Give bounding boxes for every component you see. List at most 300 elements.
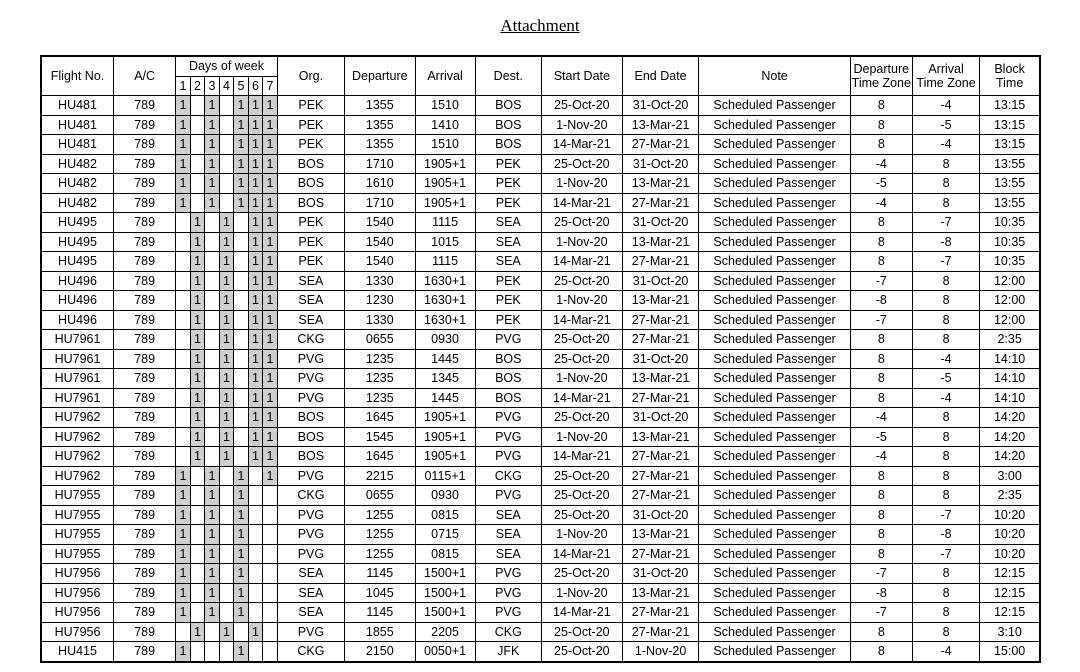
cell-day-4: [219, 135, 234, 155]
cell-day-2: [190, 135, 205, 155]
cell-day-5: 1: [234, 583, 249, 603]
cell-day-5: 1: [234, 564, 249, 584]
cell-block-time: 3:10: [980, 622, 1040, 642]
cell-end-date: 13-Mar-21: [622, 427, 699, 447]
cell-flight-no: HU7961: [41, 388, 114, 408]
cell-departure: 1235: [345, 388, 415, 408]
cell-destination: PVG: [475, 486, 541, 506]
cell-start-date: 25-Oct-20: [541, 96, 622, 116]
header-block-time: [980, 56, 1040, 96]
cell-day-7: 1: [263, 271, 278, 291]
cell-destination: BOS: [475, 349, 541, 369]
header-day-2: 2: [190, 76, 205, 96]
cell-arrival-time-zone: 8: [912, 174, 979, 194]
table-row: [41, 213, 1040, 233]
cell-destination: PEK: [475, 291, 541, 311]
cell-start-date: 14-Mar-21: [541, 447, 622, 467]
cell-day-1: [176, 388, 191, 408]
cell-day-6: [248, 486, 263, 506]
cell-aircraft: 789: [114, 291, 176, 311]
cell-departure-time-zone: -8: [850, 291, 912, 311]
cell-end-date: 27-Mar-21: [622, 447, 699, 467]
cell-day-3: [205, 642, 220, 662]
cell-origin: PVG: [277, 622, 344, 642]
cell-day-2: 1: [190, 291, 205, 311]
cell-aircraft: 789: [114, 622, 176, 642]
cell-origin: PVG: [277, 466, 344, 486]
header-ac: A/C: [114, 56, 176, 96]
cell-destination: CKG: [475, 622, 541, 642]
cell-day-4: 1: [219, 408, 234, 428]
cell-block-time: 15:00: [980, 642, 1040, 662]
cell-block-time: 14:10: [980, 349, 1040, 369]
table-row: [41, 642, 1040, 662]
cell-day-4: [219, 583, 234, 603]
cell-arrival-time-zone: 8: [912, 310, 979, 330]
cell-start-date: 25-Oct-20: [541, 213, 622, 233]
cell-day-1: [176, 252, 191, 272]
cell-day-5: 1: [234, 154, 249, 174]
cell-arrival: 1115: [415, 252, 475, 272]
cell-block-time: 12:15: [980, 583, 1040, 603]
cell-day-3: 1: [205, 115, 220, 135]
cell-note: Scheduled Passenger: [699, 115, 850, 135]
cell-block-time: 13:15: [980, 96, 1040, 116]
header-dep-tz-line2: Time Zone: [851, 76, 911, 90]
cell-day-3: [205, 252, 220, 272]
cell-day-7: 1: [263, 193, 278, 213]
cell-destination: PVG: [475, 447, 541, 467]
cell-destination: SEA: [475, 525, 541, 545]
cell-day-6: 1: [248, 310, 263, 330]
cell-end-date: 1-Nov-20: [622, 642, 699, 662]
cell-arrival-time-zone: 8: [912, 466, 979, 486]
cell-start-date: 14-Mar-21: [541, 544, 622, 564]
table-row: [41, 330, 1040, 350]
cell-day-6: 1: [248, 252, 263, 272]
cell-destination: PVG: [475, 330, 541, 350]
cell-day-3: 1: [205, 96, 220, 116]
cell-day-2: [190, 603, 205, 623]
cell-arrival: 1905+1: [415, 447, 475, 467]
cell-block-time: 10:35: [980, 252, 1040, 272]
cell-block-time: 2:35: [980, 486, 1040, 506]
cell-origin: BOS: [277, 174, 344, 194]
header-day-5: 5: [234, 76, 249, 96]
cell-aircraft: 789: [114, 369, 176, 389]
table-row: [41, 193, 1040, 213]
cell-day-6: 1: [248, 388, 263, 408]
cell-day-1: 1: [176, 544, 191, 564]
cell-end-date: 27-Mar-21: [622, 603, 699, 623]
cell-day-2: [190, 193, 205, 213]
cell-origin: PEK: [277, 213, 344, 233]
cell-day-2: 1: [190, 388, 205, 408]
cell-day-4: 1: [219, 252, 234, 272]
cell-end-date: 13-Mar-21: [622, 174, 699, 194]
cell-day-1: 1: [176, 583, 191, 603]
cell-arrival: 0050+1: [415, 642, 475, 662]
cell-departure: 1645: [345, 447, 415, 467]
cell-start-date: 1-Nov-20: [541, 369, 622, 389]
cell-departure-time-zone: 8: [850, 544, 912, 564]
cell-block-time: 14:20: [980, 447, 1040, 467]
cell-day-7: [263, 486, 278, 506]
cell-arrival-time-zone: 8: [912, 427, 979, 447]
cell-day-5: [234, 271, 249, 291]
cell-origin: PVG: [277, 505, 344, 525]
cell-destination: SEA: [475, 213, 541, 233]
cell-arrival-time-zone: -5: [912, 115, 979, 135]
cell-block-time: 12:00: [980, 310, 1040, 330]
cell-departure-time-zone: 8: [850, 525, 912, 545]
cell-departure: 1355: [345, 115, 415, 135]
cell-aircraft: 789: [114, 486, 176, 506]
cell-origin: SEA: [277, 564, 344, 584]
cell-day-4: [219, 174, 234, 194]
header-arrival: Arrival: [415, 56, 475, 96]
cell-aircraft: 789: [114, 193, 176, 213]
cell-day-3: [205, 213, 220, 233]
cell-aircraft: 789: [114, 310, 176, 330]
cell-arrival-time-zone: -8: [912, 232, 979, 252]
cell-day-4: [219, 96, 234, 116]
cell-day-7: 1: [263, 466, 278, 486]
cell-arrival: 1905+1: [415, 174, 475, 194]
cell-day-7: 1: [263, 213, 278, 233]
cell-day-3: [205, 622, 220, 642]
cell-day-5: 1: [234, 115, 249, 135]
cell-note: Scheduled Passenger: [699, 96, 850, 116]
cell-day-1: [176, 213, 191, 233]
cell-block-time: 13:55: [980, 154, 1040, 174]
cell-day-6: 1: [248, 427, 263, 447]
header-arr-tz-line2: Time Zone: [916, 76, 976, 90]
flight-schedule-table: [40, 55, 1041, 663]
cell-block-time: 3:00: [980, 466, 1040, 486]
cell-flight-no: HU415: [41, 642, 114, 662]
cell-day-1: [176, 291, 191, 311]
cell-arrival-time-zone: -4: [912, 388, 979, 408]
cell-departure: 1230: [345, 291, 415, 311]
cell-note: Scheduled Passenger: [699, 544, 850, 564]
cell-note: Scheduled Passenger: [699, 193, 850, 213]
cell-day-2: [190, 154, 205, 174]
cell-start-date: 25-Oct-20: [541, 564, 622, 584]
table-row: [41, 135, 1040, 155]
cell-end-date: 13-Mar-21: [622, 583, 699, 603]
cell-destination: PVG: [475, 603, 541, 623]
cell-start-date: 14-Mar-21: [541, 193, 622, 213]
cell-arrival: 1410: [415, 115, 475, 135]
cell-arrival-time-zone: -7: [912, 252, 979, 272]
cell-day-2: [190, 96, 205, 116]
cell-aircraft: 789: [114, 213, 176, 233]
cell-day-1: 1: [176, 193, 191, 213]
cell-flight-no: HU7961: [41, 330, 114, 350]
cell-day-4: [219, 466, 234, 486]
cell-day-2: 1: [190, 271, 205, 291]
cell-origin: CKG: [277, 642, 344, 662]
cell-destination: SEA: [475, 252, 541, 272]
cell-day-1: 1: [176, 642, 191, 662]
cell-block-time: 13:55: [980, 174, 1040, 194]
cell-departure: 1330: [345, 271, 415, 291]
cell-note: Scheduled Passenger: [699, 427, 850, 447]
cell-destination: BOS: [475, 96, 541, 116]
cell-start-date: 14-Mar-21: [541, 603, 622, 623]
cell-day-6: 1: [248, 135, 263, 155]
cell-aircraft: 789: [114, 271, 176, 291]
cell-day-4: [219, 193, 234, 213]
cell-start-date: 1-Nov-20: [541, 115, 622, 135]
cell-day-5: 1: [234, 96, 249, 116]
cell-end-date: 13-Mar-21: [622, 369, 699, 389]
header-day-6: 6: [248, 76, 263, 96]
cell-day-2: [190, 583, 205, 603]
cell-day-2: [190, 466, 205, 486]
cell-end-date: 31-Oct-20: [622, 564, 699, 584]
cell-departure-time-zone: 8: [850, 96, 912, 116]
cell-end-date: 31-Oct-20: [622, 213, 699, 233]
cell-day-6: 1: [248, 271, 263, 291]
cell-day-6: [248, 642, 263, 662]
cell-aircraft: 789: [114, 96, 176, 116]
cell-day-6: [248, 505, 263, 525]
cell-note: Scheduled Passenger: [699, 349, 850, 369]
header-end-date: End Date: [622, 56, 699, 96]
table-row: [41, 310, 1040, 330]
cell-aircraft: 789: [114, 252, 176, 272]
cell-day-1: 1: [176, 135, 191, 155]
cell-day-1: [176, 310, 191, 330]
cell-note: Scheduled Passenger: [699, 388, 850, 408]
cell-end-date: 27-Mar-21: [622, 486, 699, 506]
cell-arrival-time-zone: -4: [912, 96, 979, 116]
cell-day-4: [219, 505, 234, 525]
cell-departure: 1255: [345, 505, 415, 525]
cell-day-7: [263, 622, 278, 642]
cell-day-4: 1: [219, 427, 234, 447]
cell-day-6: [248, 544, 263, 564]
cell-aircraft: 789: [114, 544, 176, 564]
cell-departure: 1355: [345, 135, 415, 155]
header-departure: Departure: [345, 56, 415, 96]
cell-day-3: [205, 232, 220, 252]
cell-arrival: 1445: [415, 388, 475, 408]
cell-note: Scheduled Passenger: [699, 154, 850, 174]
cell-note: Scheduled Passenger: [699, 330, 850, 350]
cell-note: Scheduled Passenger: [699, 369, 850, 389]
cell-arrival-time-zone: -7: [912, 505, 979, 525]
table-body: [41, 96, 1040, 662]
cell-day-4: [219, 564, 234, 584]
cell-aircraft: 789: [114, 564, 176, 584]
cell-block-time: 14:10: [980, 388, 1040, 408]
cell-departure: 1610: [345, 174, 415, 194]
cell-day-5: [234, 369, 249, 389]
cell-day-4: [219, 525, 234, 545]
cell-day-6: 1: [248, 622, 263, 642]
cell-day-4: 1: [219, 271, 234, 291]
cell-flight-no: HU481: [41, 115, 114, 135]
cell-day-4: 1: [219, 291, 234, 311]
cell-origin: PEK: [277, 135, 344, 155]
cell-day-1: 1: [176, 174, 191, 194]
cell-start-date: 25-Oct-20: [541, 622, 622, 642]
cell-arrival-time-zone: 8: [912, 271, 979, 291]
cell-arrival: 1015: [415, 232, 475, 252]
cell-day-2: 1: [190, 369, 205, 389]
cell-day-7: 1: [263, 96, 278, 116]
cell-day-2: 1: [190, 252, 205, 272]
cell-note: Scheduled Passenger: [699, 466, 850, 486]
cell-arrival: 1630+1: [415, 271, 475, 291]
cell-origin: BOS: [277, 427, 344, 447]
cell-departure: 1255: [345, 544, 415, 564]
cell-origin: BOS: [277, 154, 344, 174]
cell-day-4: [219, 154, 234, 174]
cell-day-3: [205, 427, 220, 447]
table-row: [41, 622, 1040, 642]
table-row: [41, 291, 1040, 311]
cell-flight-no: HU482: [41, 174, 114, 194]
cell-day-5: 1: [234, 642, 249, 662]
cell-day-5: [234, 388, 249, 408]
cell-departure-time-zone: -4: [850, 447, 912, 467]
cell-day-2: 1: [190, 408, 205, 428]
cell-day-3: 1: [205, 466, 220, 486]
cell-departure: 1355: [345, 96, 415, 116]
cell-day-5: [234, 291, 249, 311]
cell-day-2: [190, 505, 205, 525]
cell-day-4: 1: [219, 213, 234, 233]
cell-origin: CKG: [277, 486, 344, 506]
cell-origin: PEK: [277, 96, 344, 116]
cell-block-time: 13:15: [980, 135, 1040, 155]
table-row: [41, 505, 1040, 525]
cell-end-date: 31-Oct-20: [622, 349, 699, 369]
cell-day-7: 1: [263, 232, 278, 252]
cell-arrival-time-zone: -7: [912, 544, 979, 564]
cell-day-6: 1: [248, 96, 263, 116]
cell-departure-time-zone: 8: [850, 486, 912, 506]
cell-start-date: 25-Oct-20: [541, 486, 622, 506]
cell-day-7: 1: [263, 388, 278, 408]
document-title: [0, 16, 1080, 36]
cell-block-time: 12:00: [980, 271, 1040, 291]
cell-day-4: 1: [219, 232, 234, 252]
cell-departure-time-zone: -5: [850, 427, 912, 447]
header-arr-tz-line1: Arrival: [928, 62, 964, 76]
table-row: [41, 115, 1040, 135]
cell-departure-time-zone: 8: [850, 466, 912, 486]
header-org: Org.: [277, 56, 344, 96]
cell-day-7: [263, 642, 278, 662]
cell-day-6: [248, 564, 263, 584]
cell-end-date: 27-Mar-21: [622, 544, 699, 564]
cell-departure: 1545: [345, 427, 415, 447]
cell-arrival: 1500+1: [415, 603, 475, 623]
cell-departure-time-zone: -5: [850, 174, 912, 194]
table-row: [41, 271, 1040, 291]
cell-day-7: 1: [263, 154, 278, 174]
cell-start-date: 1-Nov-20: [541, 427, 622, 447]
cell-arrival: 1510: [415, 135, 475, 155]
cell-flight-no: HU7961: [41, 369, 114, 389]
table-row: [41, 525, 1040, 545]
cell-day-6: 1: [248, 330, 263, 350]
table-row: [41, 232, 1040, 252]
cell-day-2: 1: [190, 622, 205, 642]
cell-note: Scheduled Passenger: [699, 505, 850, 525]
cell-departure: 2215: [345, 466, 415, 486]
cell-origin: SEA: [277, 310, 344, 330]
cell-arrival: 1445: [415, 349, 475, 369]
cell-day-3: 1: [205, 154, 220, 174]
cell-departure: 1235: [345, 369, 415, 389]
cell-arrival: 0715: [415, 525, 475, 545]
cell-start-date: 14-Mar-21: [541, 310, 622, 330]
cell-note: Scheduled Passenger: [699, 213, 850, 233]
cell-departure-time-zone: 8: [850, 135, 912, 155]
cell-arrival: 1500+1: [415, 564, 475, 584]
cell-day-1: [176, 408, 191, 428]
cell-day-4: [219, 544, 234, 564]
cell-note: Scheduled Passenger: [699, 525, 850, 545]
cell-departure: 1540: [345, 232, 415, 252]
cell-day-4: 1: [219, 622, 234, 642]
cell-end-date: 27-Mar-21: [622, 388, 699, 408]
cell-day-6: [248, 466, 263, 486]
cell-end-date: 31-Oct-20: [622, 96, 699, 116]
table-row: [41, 583, 1040, 603]
cell-destination: SEA: [475, 505, 541, 525]
cell-origin: SEA: [277, 583, 344, 603]
cell-day-3: [205, 330, 220, 350]
cell-arrival: 1905+1: [415, 154, 475, 174]
cell-block-time: 10:35: [980, 213, 1040, 233]
cell-origin: SEA: [277, 271, 344, 291]
cell-day-5: [234, 427, 249, 447]
cell-arrival: 1630+1: [415, 291, 475, 311]
cell-block-time: 14:10: [980, 369, 1040, 389]
cell-note: Scheduled Passenger: [699, 583, 850, 603]
cell-end-date: 27-Mar-21: [622, 622, 699, 642]
cell-aircraft: 789: [114, 447, 176, 467]
cell-origin: BOS: [277, 408, 344, 428]
cell-destination: PEK: [475, 310, 541, 330]
cell-day-1: [176, 622, 191, 642]
cell-day-5: 1: [234, 135, 249, 155]
cell-end-date: 31-Oct-20: [622, 154, 699, 174]
cell-arrival-time-zone: 8: [912, 193, 979, 213]
cell-day-5: 1: [234, 544, 249, 564]
cell-day-4: [219, 486, 234, 506]
cell-arrival-time-zone: -8: [912, 525, 979, 545]
cell-day-5: 1: [234, 525, 249, 545]
header-block-line2: Time: [995, 76, 1024, 90]
cell-day-7: 1: [263, 135, 278, 155]
cell-day-3: 1: [205, 135, 220, 155]
cell-day-1: 1: [176, 96, 191, 116]
cell-flight-no: HU7962: [41, 447, 114, 467]
cell-day-2: [190, 544, 205, 564]
cell-arrival-time-zone: 8: [912, 330, 979, 350]
table-row: [41, 154, 1040, 174]
cell-day-2: 1: [190, 330, 205, 350]
cell-departure-time-zone: 8: [850, 252, 912, 272]
